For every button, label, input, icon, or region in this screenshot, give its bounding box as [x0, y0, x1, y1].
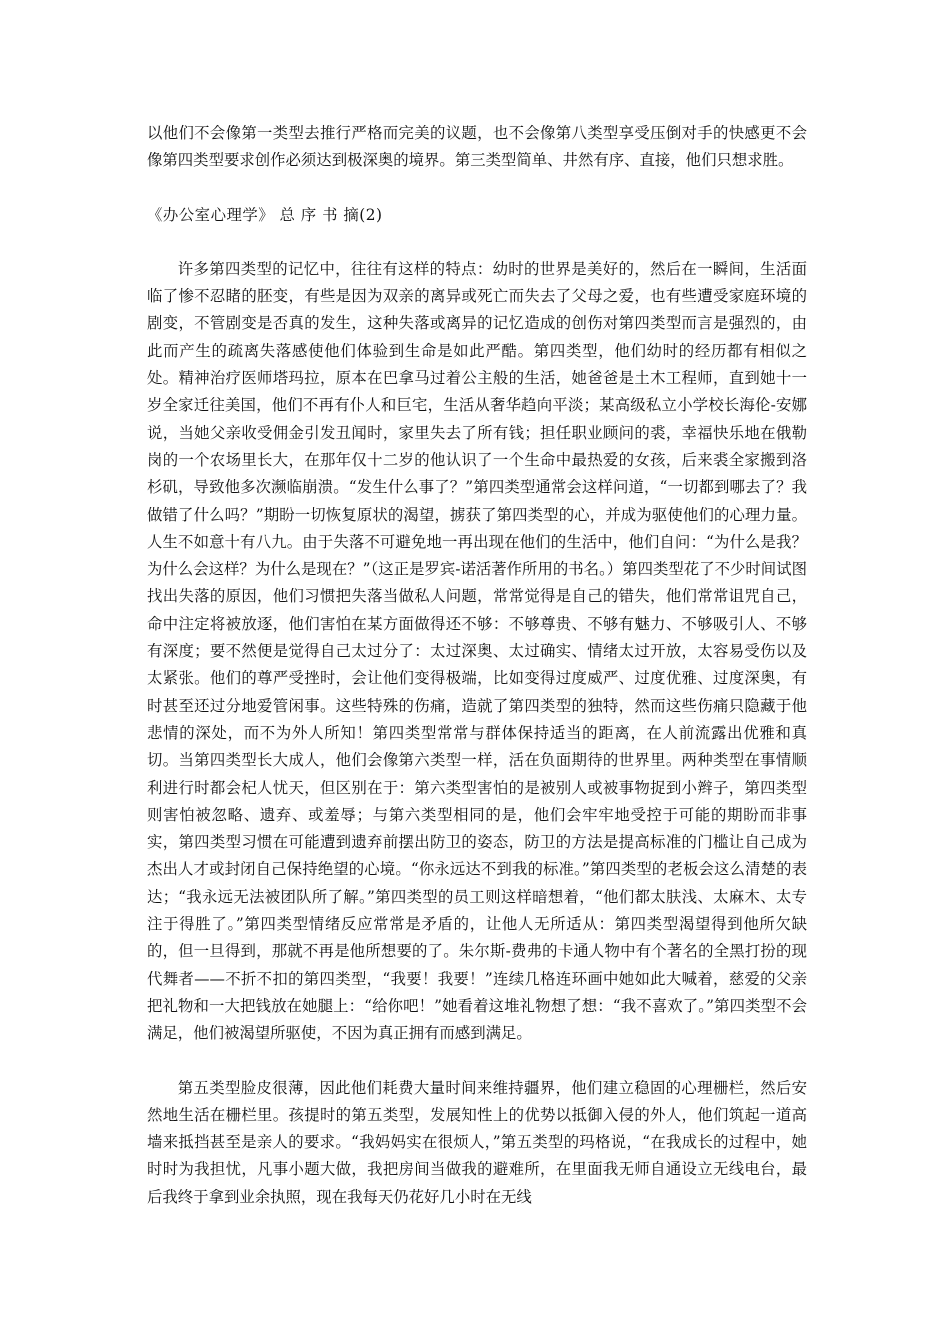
document-page [147, 120, 807, 1211]
body-paragraph-type-four: 许多第四类型的记忆中，往往有这样的特点：幼时的世界是美好的，然后在一瞬间，生活面临了惨不忍睹的胚变，有些是因为双亲的离异或死亡而失去了父母之爱，也有些遭受家庭环境的剧变，不管剧变是否真的发生，这种失落或离异的记忆造成的创伤对第四类型而言是强烈的，由此而产生的疏离失落感使他们体验到生命是如此严酷。第四类型，他们幼时的经历都有相似之处。精神治疗医师塔玛拉，原本在巴拿马过着公主般的生活，她爸爸是土木工程师，直到她十一岁全家迁往美国，他们不再有仆人和巨宅，生活从奢华趋向平淡；某高级私立小学校长海伦-安娜说，当她父亲收受佣金引发丑闻时，家里失去了所有钱；担任职业顾问的裘，幸福快乐地在俄勒岗的一个农场里长大，在那年仅十二岁的他认识了一个生命中最热爱的女孩，后来裘全家搬到洛杉矶，导致他多次濒临崩溃。“发生什么事了？”第四类型通常会这样问道，“一切都到哪去了？我做错了什么吗？”期盼一切恢复原状的渴望，掳获了第四类型的心，并成为驱使他们的心理力量。人生不如意十有八九。由于失落不可避免地一再出现在他们的生活中，他们自问：“为什么是我？为什么会这样？为什么是现在？”（这正是罗宾-诺活著作所用的书名。）第四类型花了不少时间试图找出失落的原因，他们习惯把失落当做私人问题，常常觉得是自己的错失，他们常常诅咒自己，命中注定将被放逐，他们害怕在某方面做得还不够：不够尊贵、不够有魅力、不够吸引人、不够有深度；要不然便是觉得自己太过分了：太过深奥、太过确实、情绪太过开放，太容易受伤以及太紧张。他们的尊严受挫时，会让他们变得极端，比如变得过度威严、过度优雅、过度深奥，有时甚至还过分地爱管闲事。这些特殊的伤痛，造就了第四类型的独特，然而这些伤痛只隐藏于他悲情的深处，而不为外人所知！第四类型常常与群体保持适当的距离，在人前流露出优雅和真切。当第四类型长大成人，他们会像第六类型一样，活在负面期待的世界里。两种类型在事情顺利进行时都会杞人忧天，但区别在于：第六类型害怕的是被别人或被事物捉到小辫子，第四类型则害怕被忽略、遗弃、或羞辱；与第六类型相同的是，他们会牢牢地受控于可能的期盼而非事实，第四类型习惯在可能遭到遗弃前摆出防卫的姿态，防卫的方法是提高标准的门槛让自己成为杰出人才或封闭自己保持绝望的心境。“你永远达不到我的标准。”第四类型的老板会这么清楚的表达；“我永远无法被团队所了解。”第四类型的员工则这样暗想着，“他们都太肤浅、太麻木、太专注于得胜了。”第四类型情绪反应常常是矛盾的，让他人无所适从：第四类型渴望得到他所欠缺的，但一旦得到，那就不再是他所想要的了。朱尔斯-费弗的卡通人物中有个著名的全黑打扮的现代舞者——不折不扣的第四类型，“我要！我要！”连续几格连环画中她如此大喊着，慈爱的父亲把礼物和一大把钱放在她腿上：“给你吧！”她看着这堆礼物想了想：“我不喜欢了。”第四类型不会满足，他们被渴望所驱使，不因为真正拥有而感到满足。 [147, 259, 807, 1043]
body-paragraph-type-five: 第五类型脸皮很薄，因此他们耗费大量时间来维持疆界，他们建立稳固的心理栅栏，然后安然地生活在栅栏里。孩提时的第五类型，发展知性上的优势以抵御入侵的外人，他们筑起一道高墙来抵挡甚至是亲人的要求。“我妈妈实在很烦人，”第五类型的玛格说，“在我成长的过程中，她时时为我担忧，凡事小题大做，我把房间当做我的避难所，在里面我无师自通设立无线电台，最后我终于拿到业余执照，现在我每天仍花好几小时在无线 [147, 1078, 807, 1206]
paragraph-spacer [147, 175, 807, 202]
intro-paragraph: 以他们不会像第一类型去推行严格而完美的议题，也不会像第八类型享受压倒对手的快感更不会像第四类型要求创作必须达到极深奥的境界。第三类型简单、井然有序、直接，他们只想求胜。 [147, 124, 807, 170]
paragraph-spacer [147, 229, 807, 256]
paragraph-spacer [147, 1048, 807, 1075]
section-heading: 《办公室心理学》 总 序 书 摘(2) [147, 205, 383, 224]
